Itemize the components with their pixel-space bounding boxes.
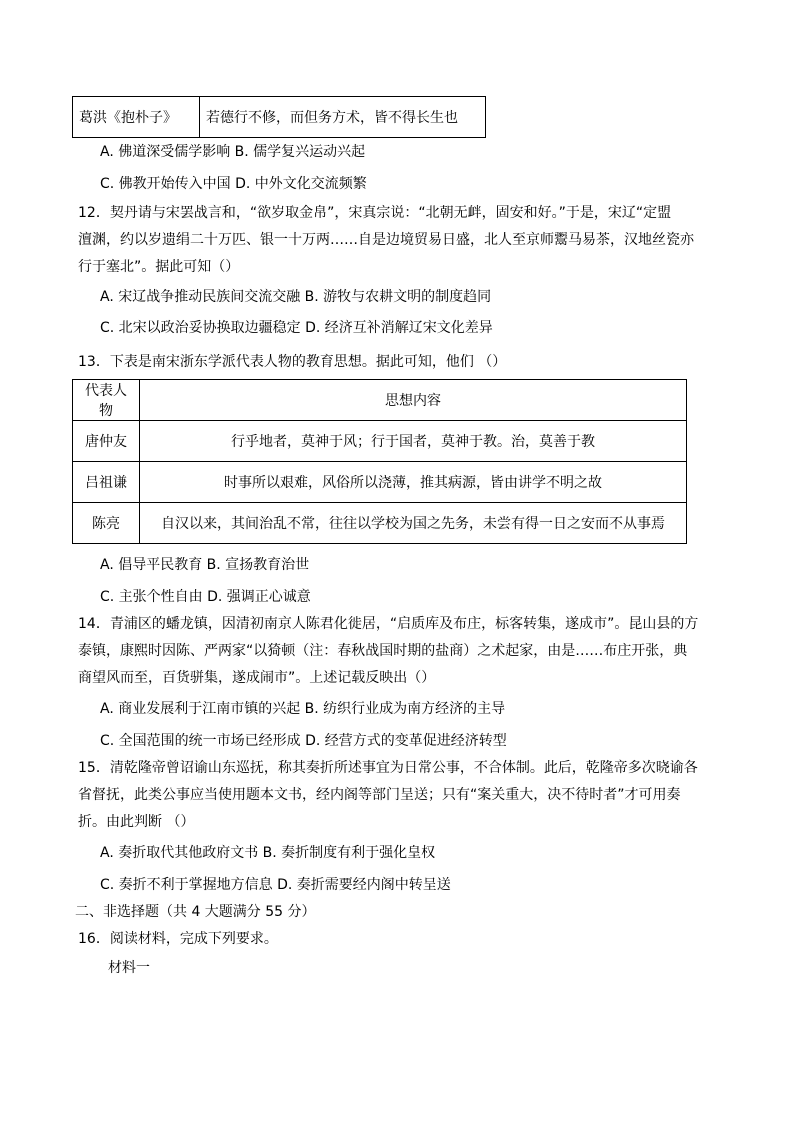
table-row xyxy=(73,503,687,544)
table-gehong xyxy=(72,96,486,138)
table-header-person: 代表人物 xyxy=(73,380,140,421)
table-cell-content: 行乎地者，莫神于风；行于国者，莫神于教。治，莫善于教 xyxy=(140,421,687,462)
q12-options-cd: C. 北宋以政治妥协换取边疆稳定 D. 经济互补消解辽宋文化差异 xyxy=(100,320,493,336)
q15-options-cd: C. 奏折不利于掌握地方信息 D. 奏折需要经内阁中转呈送 xyxy=(100,877,451,893)
table-header-content: 思想内容 xyxy=(140,380,687,421)
table-cell-person: 吕祖谦 xyxy=(73,462,140,503)
q15-stem-line1: 15．清乾隆帝曾诏谕山东巡抚，称其奏折所述事宜为日常公事，不合体制。此后，乾隆帝多次晓谕各 xyxy=(78,760,698,776)
table-cell-content: 自汉以来，其间治乱不常，往往以学校为国之先务，未尝有得一日之安而不从事焉 xyxy=(140,503,687,544)
q15-stem-line2: 省督抚，此类公事应当使用题本文书，经内阁等部门呈送；只有“案关重大，决不待时者”才可用奏 xyxy=(78,787,681,803)
q12-stem-line2: 澶渊，约以岁遗绢二十万匹、银一十万两……自是边境贸易日盛，北人至京师鬻马易茶，汉地丝瓷亦 xyxy=(78,232,694,248)
q14-options-cd: C. 全国范围的统一市场已经形成 D. 经营方式的变革促进经济转型 xyxy=(100,733,507,749)
q13-options-ab: A. 倡导平民教育 B. 宣扬教育治世 xyxy=(100,557,310,573)
q11-options-cd: C. 佛教开始传入中国 D. 中外文化交流频繁 xyxy=(100,176,367,192)
section-heading: 二、非选择题（共 4 大题满分 55 分） xyxy=(75,904,316,920)
q16-stem-line1: 16．阅读材料，完成下列要求。 xyxy=(78,931,278,947)
table-cell-person: 葛洪《抱朴子》 xyxy=(73,97,200,138)
q14-stem-line3: 商望风而至，百货骈集，遂成闹市”。上述记载反映出（） xyxy=(78,670,436,686)
table-row xyxy=(73,421,687,462)
table-cell-person: 陈亮 xyxy=(73,503,140,544)
q14-options-ab: A. 商业发展利于江南市镇的兴起 B. 纺织行业成为南方经济的主导 xyxy=(100,701,506,717)
table-row xyxy=(73,462,687,503)
table-cell-content: 若德行不修，而但务方术，皆不得长生也 xyxy=(200,97,486,138)
q13-stem-line1: 13．下表是南宋浙东学派代表人物的教育思想。据此可知，他们 （） xyxy=(78,354,507,370)
table-zhedong-school xyxy=(72,379,687,544)
q14-stem-line2: 泰镇，康熙时因陈、严两家“以猗顿（注：春秋战国时期的盐商）之术起家，由是……布庄开张，典 xyxy=(78,643,688,659)
q14-stem-line1: 14．青浦区的蟠龙镇，因清初南京人陈君化徙居，“启质库及布庄，标客转集，遂成市”。昆山县的方 xyxy=(78,616,699,632)
table-header-row xyxy=(73,380,687,421)
q12-stem-line3: 行于塞北”。据此可知（） xyxy=(78,259,240,275)
table-cell-person: 唐仲友 xyxy=(73,421,140,462)
q15-stem-line3: 折。由此判断 （） xyxy=(78,814,195,830)
q13-options-cd: C. 主张个性自由 D. 强调正心诚意 xyxy=(100,589,311,605)
q12-options-ab: A. 宋辽战争推动民族间交流交融 B. 游牧与农耕文明的制度趋同 xyxy=(100,289,492,305)
q12-stem-line1: 12．契丹请与宋罢战言和，“欲岁取金帛”，宋真宗说：“北朝无衅，固安和好。”于是，宋辽“定盟 xyxy=(78,205,672,221)
q11-options-ab: A. 佛道深受儒学影响 B. 儒学复兴运动兴起 xyxy=(100,144,366,160)
table-cell-content: 时事所以艰难，风俗所以浇薄，推其病源，皆由讲学不明之故 xyxy=(140,462,687,503)
table-row xyxy=(73,97,486,138)
q16-material-label: 材料一 xyxy=(108,960,150,976)
q15-options-ab: A. 奏折取代其他政府文书 B. 奏折制度有利于强化皇权 xyxy=(100,845,436,861)
